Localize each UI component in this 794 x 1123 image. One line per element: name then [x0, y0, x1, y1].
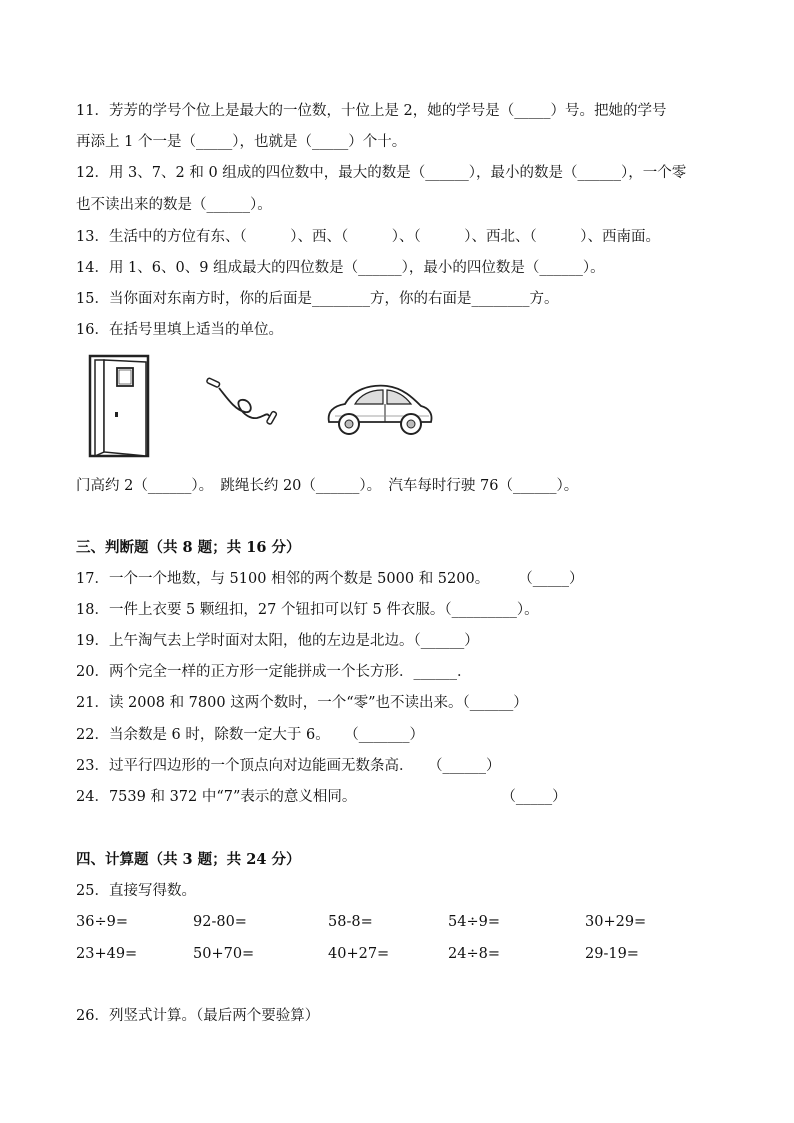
judge-item: 17．一个一个地数，与 5100 相邻的两个数是 5000 和 5200。 （_____）: [76, 571, 584, 587]
q16-title: 16．在括号里填上适当的单位。: [76, 322, 283, 338]
judge-item: 19．上午淘气去上学时面对太阳，他的左边是北边。（______）: [76, 633, 479, 649]
q15: 15．当你面对东南方时，你的后面是________方，你的右面是________方。: [76, 291, 559, 307]
judge-item: 20．两个完全一样的正方形一定能拼成一个长方形．______．: [76, 664, 472, 680]
q12-line2: 也不读出来的数是（______）。: [76, 197, 272, 213]
calc-item: 54÷9=: [448, 914, 500, 930]
calc-item: 50+70=: [193, 946, 255, 962]
judge-item: 21．读 2008 和 7800 这两个数时，一个“零”也不读出来。（______）: [76, 695, 528, 711]
section3-title: 三、判断题（共 8 题；共 16 分）: [76, 539, 301, 556]
calc-item: 29-19=: [585, 946, 639, 962]
q25-title: 25．直接写得数。: [76, 883, 196, 899]
judge-item: 24．7539 和 372 中“7”表示的意义相同。 （_____）: [76, 789, 567, 805]
judge-item: 22．当余数是 6 时，除数一定大于 6。 （_______）: [76, 727, 424, 743]
q13: 13．生活中的方位有东、（ ）、西、（ ）、（ ）、西北、（ ）、西南面。: [76, 229, 660, 245]
calc-item: 30+29=: [585, 914, 647, 930]
calc-item: 58-8=: [328, 914, 373, 930]
q11-line2: 再添上 1 个一是（_____），也就是（_____）个十。: [76, 134, 407, 150]
q14: 14．用 1、6、0、9 组成最大的四位数是（______），最小的四位数是（______）。: [76, 260, 605, 276]
q26-title: 26．列竖式计算。（最后两个要验算）: [76, 1008, 320, 1024]
jump-rope-picture: [205, 376, 285, 436]
calc-item: 23+49=: [76, 946, 138, 962]
q16-caption: 门高约 2（______）。 跳绳长约 20（______）。 汽车每时行驶 76（______）。: [76, 478, 579, 494]
section4-title: 四、计算题（共 3 题；共 24 分）: [76, 851, 301, 868]
q12-line1: 12．用 3、7、2 和 0 组成的四位数中，最大的数是（______），最小的数是（______），一个零: [76, 165, 687, 181]
calc-item: 92-80=: [193, 914, 247, 930]
calc-item: 24÷8=: [448, 946, 500, 962]
judge-item: 23．过平行四边形的一个顶点向对边能画无数条高． （______）: [76, 758, 501, 774]
calc-item: 36÷9=: [76, 914, 128, 930]
car-picture: [325, 378, 435, 438]
q11-line1: 11．芳芳的学号个位上是最大的一位数，十位上是 2，她的学号是（_____）号。把她的学号: [76, 103, 667, 119]
door-picture: [82, 354, 158, 458]
calc-item: 40+27=: [328, 946, 390, 962]
judge-item: 18．一件上衣要 5 颗纽扣，27 个钮扣可以钉 5 件衣服。（_________）。: [76, 602, 539, 618]
